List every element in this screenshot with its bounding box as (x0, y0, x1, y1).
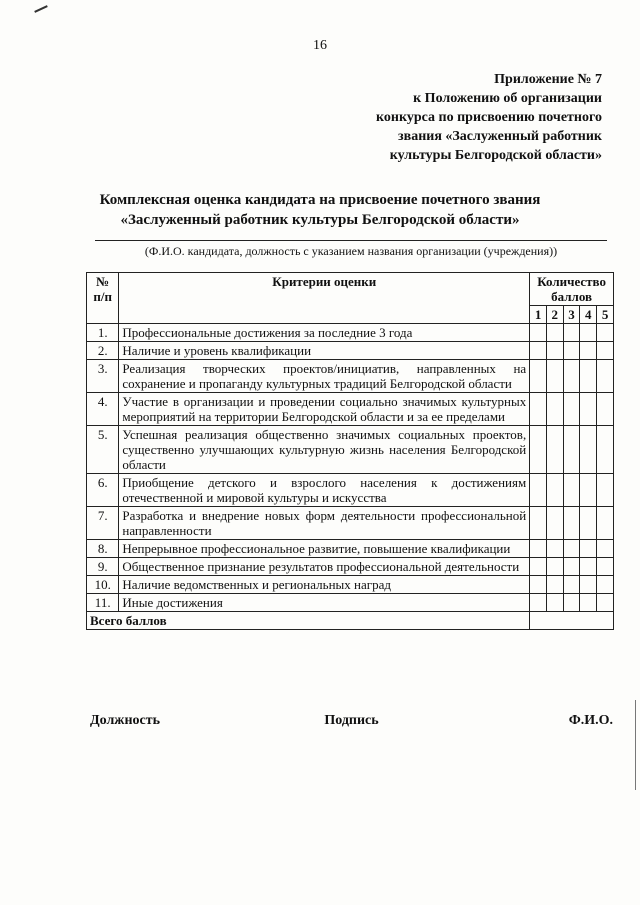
document-title-line: «Заслуженный работник культуры Белгородской области» (120, 212, 520, 228)
score-cell[interactable] (597, 594, 614, 612)
score-cell[interactable] (580, 558, 597, 576)
total-label: Всего баллов (87, 612, 530, 630)
row-criterion: Иные достижения (119, 594, 530, 612)
score-header: 1 (530, 306, 547, 324)
row-number: 5. (87, 426, 119, 474)
score-header: 3 (563, 306, 580, 324)
row-criterion: Наличие ведомственных и региональных наград (119, 576, 530, 594)
score-cell[interactable] (530, 558, 547, 576)
table-row (87, 540, 614, 558)
score-cell[interactable] (563, 507, 580, 540)
table-row (87, 594, 614, 612)
score-cell[interactable] (563, 426, 580, 474)
appendix-header (352, 70, 602, 165)
table-row (87, 576, 614, 594)
score-cell[interactable] (580, 594, 597, 612)
row-criterion: Профессиональные достижения за последние 3 года (119, 324, 530, 342)
score-cell[interactable] (546, 393, 563, 426)
score-cell[interactable] (597, 558, 614, 576)
score-cell[interactable] (530, 426, 547, 474)
row-number: 4. (87, 393, 119, 426)
row-number: 1. (87, 324, 119, 342)
header-num: № п/п (87, 273, 119, 324)
row-criterion: Приобщение детского и взрослого населения к достижениям отечественной и мировой культуры и искусства (119, 474, 530, 507)
score-cell[interactable] (580, 507, 597, 540)
score-cell[interactable] (580, 426, 597, 474)
appendix-line: звания «Заслуженный работник (398, 129, 602, 144)
score-cell[interactable] (546, 558, 563, 576)
score-cell[interactable] (597, 342, 614, 360)
score-cell[interactable] (563, 474, 580, 507)
total-row (87, 612, 614, 630)
score-cell[interactable] (597, 507, 614, 540)
signature-label: Подпись (324, 713, 379, 728)
score-cell[interactable] (580, 393, 597, 426)
score-cell[interactable] (546, 540, 563, 558)
score-cell[interactable] (597, 426, 614, 474)
score-cell[interactable] (530, 324, 547, 342)
score-cell[interactable] (580, 360, 597, 393)
score-header: 4 (580, 306, 597, 324)
score-cell[interactable] (530, 342, 547, 360)
score-cell[interactable] (580, 576, 597, 594)
signature-block (90, 713, 613, 729)
score-header: 5 (597, 306, 614, 324)
score-cell[interactable] (530, 540, 547, 558)
scan-edge-line (635, 700, 636, 790)
row-criterion: Непрерывное профессиональное развитие, повышение квалификации (119, 540, 530, 558)
score-cell[interactable] (580, 540, 597, 558)
row-number: 7. (87, 507, 119, 540)
document-title-line: Комплексная оценка кандидата на присвоение почетного звания (99, 192, 541, 208)
score-cell[interactable] (563, 558, 580, 576)
score-cell[interactable] (530, 507, 547, 540)
row-number: 9. (87, 558, 119, 576)
score-cell[interactable] (580, 474, 597, 507)
appendix-line: культуры Белгородской области» (389, 148, 602, 163)
score-cell[interactable] (563, 360, 580, 393)
row-number: 11. (87, 594, 119, 612)
row-number: 6. (87, 474, 119, 507)
score-cell[interactable] (546, 324, 563, 342)
fio-hint: (Ф.И.О. кандидата, должность с указанием названия организации (учреждения)) (144, 244, 558, 258)
appendix-line: конкурса по присвоению почетного (376, 110, 602, 125)
score-cell[interactable] (546, 576, 563, 594)
table-row (87, 324, 614, 342)
appendix-line: Приложение № 7 (494, 72, 602, 87)
row-number: 3. (87, 360, 119, 393)
table-row (87, 360, 614, 393)
score-cell[interactable] (546, 594, 563, 612)
table-row (87, 393, 614, 426)
score-cell[interactable] (597, 360, 614, 393)
score-cell[interactable] (546, 474, 563, 507)
score-header: 2 (546, 306, 563, 324)
score-cell[interactable] (563, 393, 580, 426)
score-cell[interactable] (597, 393, 614, 426)
score-cell[interactable] (546, 360, 563, 393)
signature-name-label: Ф.И.О. (568, 713, 613, 728)
table-row (87, 507, 614, 540)
score-cell[interactable] (563, 576, 580, 594)
appendix-line: к Положению об организации (413, 91, 602, 106)
header-score: Количество баллов (530, 273, 614, 306)
row-number: 10. (87, 576, 119, 594)
table-row (87, 342, 614, 360)
row-criterion: Разработка и внедрение новых форм деятельности профессиональной направленности (119, 507, 530, 540)
total-score-cell[interactable] (530, 612, 614, 630)
row-criterion: Реализация творческих проектов/инициатив, направленных на сохранение и пропаганду культурных традиций Белгородской области (119, 360, 530, 393)
row-number: 2. (87, 342, 119, 360)
table-row (87, 426, 614, 474)
score-cell[interactable] (530, 576, 547, 594)
score-cell[interactable] (597, 474, 614, 507)
fio-fill-line[interactable] (95, 240, 607, 241)
criteria-table (86, 272, 614, 630)
score-cell[interactable] (546, 426, 563, 474)
scan-mark (34, 5, 48, 13)
score-cell[interactable] (546, 342, 563, 360)
row-criterion: Участие в организации и проведении социально значимых культурных мероприятий на территории Белгородской области и за ее пределами (119, 393, 530, 426)
table-row (87, 474, 614, 507)
score-cell[interactable] (563, 342, 580, 360)
score-cell[interactable] (546, 507, 563, 540)
table-row (87, 558, 614, 576)
row-number: 8. (87, 540, 119, 558)
score-cell[interactable] (563, 594, 580, 612)
row-criterion: Общественное признание результатов профессиональной деятельности (119, 558, 530, 576)
signature-position-label: Должность (90, 713, 161, 728)
score-cell[interactable] (530, 594, 547, 612)
score-cell[interactable] (530, 393, 547, 426)
score-cell[interactable] (563, 324, 580, 342)
header-criteria: Критерии оценки (119, 273, 530, 324)
page-number: 16 (313, 38, 327, 53)
score-cell[interactable] (530, 360, 547, 393)
criteria-body (87, 324, 614, 612)
score-cell[interactable] (580, 342, 597, 360)
score-cell[interactable] (563, 540, 580, 558)
score-cell[interactable] (597, 324, 614, 342)
score-cell[interactable] (530, 474, 547, 507)
row-criterion: Успешная реализация общественно значимых социальных проектов, существенно улучшающих культурную жизнь населения Белгородской области (119, 426, 530, 474)
score-cell[interactable] (597, 540, 614, 558)
row-criterion: Наличие и уровень квалификации (119, 342, 530, 360)
document-title (40, 190, 600, 230)
score-cell[interactable] (597, 576, 614, 594)
score-cell[interactable] (580, 324, 597, 342)
